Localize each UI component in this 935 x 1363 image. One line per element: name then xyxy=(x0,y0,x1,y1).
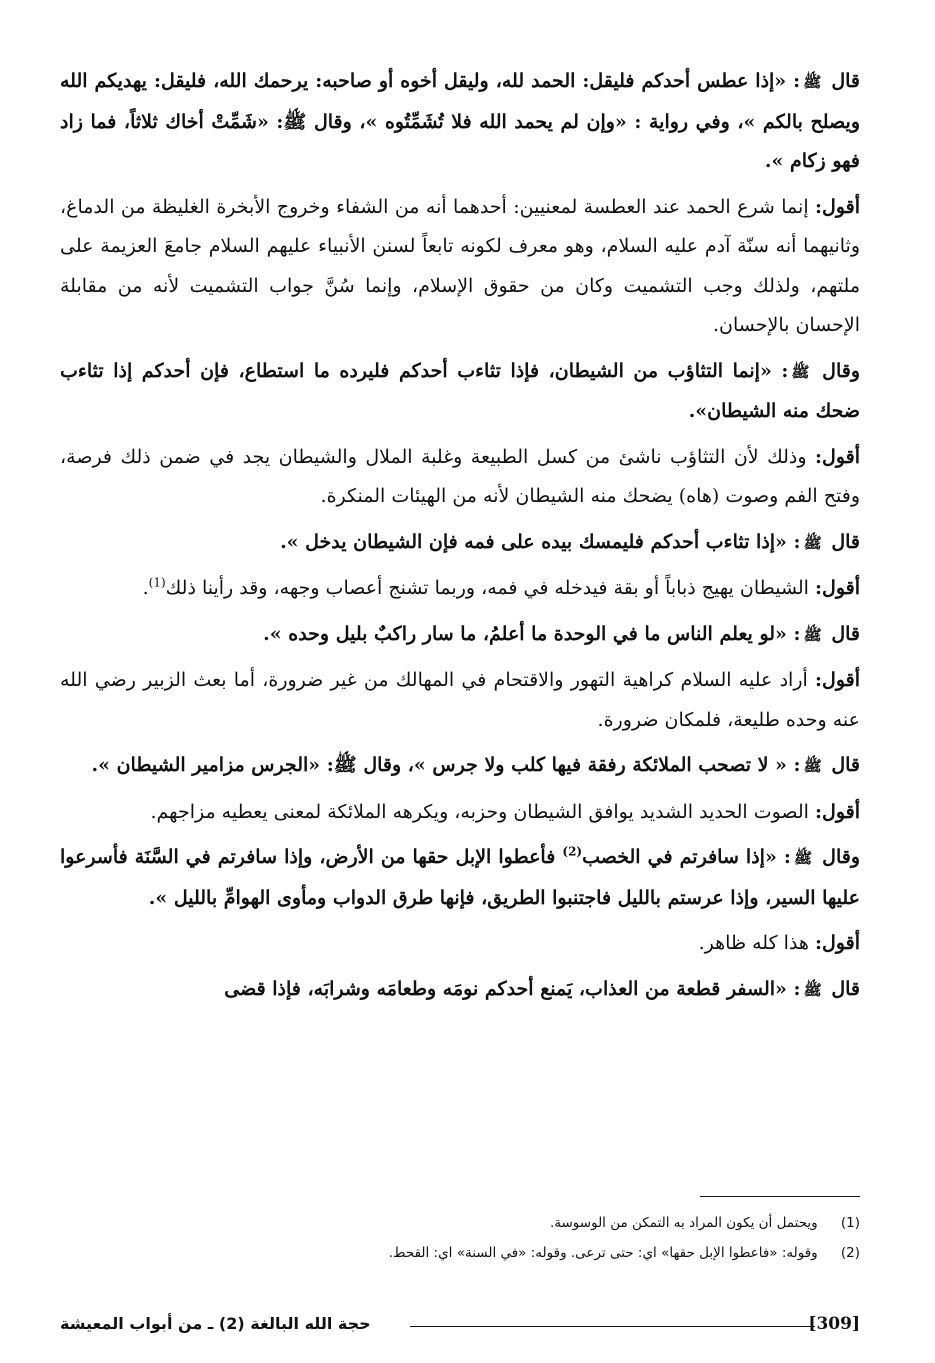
saw-ligature: ﷺ xyxy=(803,625,822,644)
paragraph-hadith-2 xyxy=(60,352,860,432)
paragraph-commentary-5 xyxy=(60,793,860,833)
footnotes xyxy=(60,1208,860,1268)
saw-ligature: ﷺ xyxy=(803,73,822,91)
paragraph-commentary-6 xyxy=(60,924,860,964)
paragraph-text: وذلك لأن التثاؤب ناشئ من كسل الطبيعة وغلبة الملال والشيطان يجد في ضمن ذلك فرصة، وفتح الفم وصوت (هاه) يضحك منه الشيطان لأنه من الهيئات المنكرة. xyxy=(60,445,860,507)
saw-ligature: ﷺ xyxy=(803,980,822,999)
page-number: [309] xyxy=(808,1314,860,1334)
paragraph-hadith-1 xyxy=(60,62,860,182)
page-body xyxy=(60,62,860,1016)
paragraph-lead: قال xyxy=(831,530,860,553)
page-footer xyxy=(60,1314,860,1338)
paragraph-lead: أقول: xyxy=(815,800,860,823)
footnote-number: (2) xyxy=(840,1245,860,1261)
paragraph-lead: وقال xyxy=(822,359,860,382)
paragraph-commentary-1 xyxy=(60,188,860,346)
paragraph-text: : «السفر قطعة من العذاب، يَمنع أحدكم نومَه وطعامَه وشرابَه، فإذا قضى xyxy=(224,977,801,1000)
paragraph-hadith-4 xyxy=(60,615,860,656)
paragraph-commentary-3 xyxy=(60,569,860,609)
paragraph-text: : «إذا سافرتم في الخصب xyxy=(582,846,791,868)
paragraph-text: الشيطان يهيج ذباباً أو بقة فيدخله في فمه، وربما تشنج أعصاب وجهه، وقد رأينا ذلك xyxy=(165,577,815,599)
saw-ligature: ﷺ xyxy=(791,362,810,381)
paragraph-lead: وقال xyxy=(822,846,861,868)
paragraph-lead: أقول: xyxy=(815,445,860,468)
paragraph-text: : «إذا تثاءب أحدكم فليمسك بيده على فمه فإن الشيطان يدخل ». xyxy=(280,530,801,553)
paragraph-hadith-3 xyxy=(60,523,860,564)
footnote-text: وقوله: «فاعطوا الإبل حقها» اي: حتى ترعى. وقوله: «في السنة» اي: القحط. xyxy=(388,1245,818,1261)
paragraph-commentary-4 xyxy=(60,661,860,740)
paragraph-text: الصوت الحديد الشديد يوافق الشيطان وحزبه، ويكرهه الملائكة لمعنى يعطيه مزاجهم. xyxy=(150,800,815,823)
saw-ligature: ﷺ xyxy=(803,533,822,552)
paragraph-text: هذا كله ظاهر. xyxy=(698,932,815,954)
paragraph-lead: أقول: xyxy=(815,669,860,691)
paragraph-lead: قال xyxy=(831,622,860,645)
paragraph-text: : «إذا عطس أحدكم فليقل: الحمد لله، وليقل أخوه أو صاحبه: يرحمك الله، فليقل: يهديكم الله ويصلح بالكم »، وفي رواية : «وإن لم يحمد الله فلا تُشَمِّتُوه »، وقال ﷺ: «شَمِّتْ أخاك ثلاثاً، فما زاد فهو زكام ». xyxy=(60,70,860,172)
paragraph-lead: قال xyxy=(831,977,860,1000)
paragraph-lead: قال xyxy=(831,754,860,776)
paragraph-hadith-5 xyxy=(60,746,860,787)
saw-ligature: ﷺ xyxy=(803,757,822,775)
paragraph-tail: فأعطوا الإبل حقها من الأرض، وإذا سافرتم في السَّنَة فأسرعوا عليها السير، وإذا عرستم بالليل فاجتنبوا الطريق، فإنها طرق الدواب ومأوى الهوامِّ بالليل ». xyxy=(60,846,860,909)
paragraph-tail: . xyxy=(142,577,149,599)
footnote-text: ويحتمل أن يكون المراد به التمكن من الوسوسة. xyxy=(549,1215,818,1231)
paragraph-lead: أقول: xyxy=(815,195,860,218)
footnote-2 xyxy=(60,1238,860,1268)
paragraph-text: إنما شرع الحمد عند العطسة لمعنيين: أحدهما أنه من الشفاء وخروج الأبخرة الغليظة من الدماغ، وثانيهما أنه سنّة آدم عليه السلام، وهو معرف لكونه تابعاً لسنن الأنبياء عليهم السلام جامعَ العزيمة على ملتهم، ولذلك وجب التشميت وكان من حقوق الإسلام، وإنما سُنَّ جواب التشميت لأنه من مقابلة الإحسان بالإحسان. xyxy=(60,195,860,336)
footnote-divider xyxy=(700,1196,860,1197)
paragraph-hadith-6 xyxy=(60,838,860,918)
paragraph-text: : «إنما التثاؤب من الشيطان، فإذا تثاءب أحدكم فليرده ما استطاع، فإن أحدكم إذا تثاءب ضحك منه الشيطان». xyxy=(60,359,860,422)
saw-ligature: ﷺ xyxy=(793,849,813,867)
paragraph-lead: أقول: xyxy=(815,577,860,599)
footnote-1 xyxy=(60,1208,860,1238)
footnote-ref-1: (1) xyxy=(148,575,166,590)
paragraph-commentary-2 xyxy=(60,438,860,517)
paragraph-text: : «لو يعلم الناس ما في الوحدة ما أعلمُ، ما سار راكبٌ بليل وحده ». xyxy=(263,622,801,645)
footer-rule xyxy=(410,1326,815,1327)
paragraph-lead: أقول: xyxy=(815,932,860,954)
paragraph-text: أراد عليه السلام كراهية التهور والاقتحام في المهالك من غير ضرورة، أما بعث الزبير رضي الله عنه وحده طليعة، فلمكان ضرورة. xyxy=(60,669,860,731)
footnote-ref-2: (2) xyxy=(562,844,583,859)
paragraph-lead: قال xyxy=(831,70,860,92)
book-title: حجة الله البالغة (2) ـ من أبواب المعيشة xyxy=(60,1314,371,1333)
paragraph-text: : « لا تصحب الملائكة رفقة فيها كلب ولا جرس »، وقال ﷺ: «الجرس مزامير الشيطان ». xyxy=(91,754,801,776)
paragraph-hadith-7 xyxy=(60,970,860,1011)
footnote-number: (1) xyxy=(840,1215,860,1231)
